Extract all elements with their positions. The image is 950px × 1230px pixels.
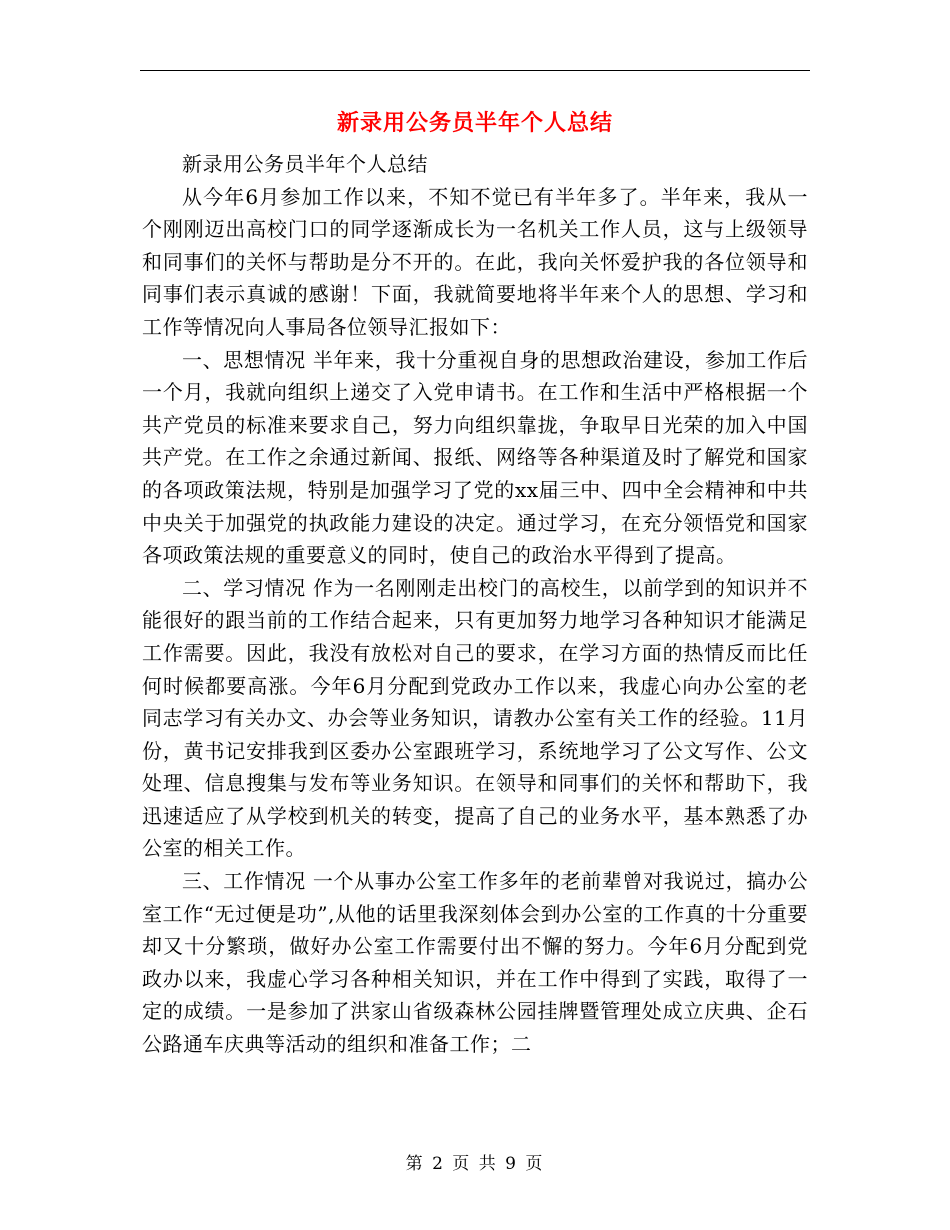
- header-rule: [140, 70, 810, 71]
- page-number: 第 2 页 共 9 页: [405, 1154, 545, 1174]
- paragraph-work: 三、工作情况 一个从事办公室工作多年的老前辈曾对我说过，搞办公室工作“无过便是功”,从他的话里我深刻体会到办公室的工作真的十分重要却又十分繁琐，做好办公室工作需要付出不懈的努力。今年6月分配到党政办以来，我虚心学习各种相关知识，并在工作中得到了实践，取得了一定的成绩。一是参加了洪家山省级森林公园挂牌暨管理处成立庆典、企石公路通车庆典等活动的组织和准备工作；二: [142, 869, 808, 1057]
- paragraph-intro: 从今年6月参加工作以来，不知不觉已有半年多了。半年来，我从一个刚刚迈出高校门口的同学逐渐成长为一名机关工作人员，这与上级领导和同事们的关怀与帮助是分不开的。在此，我向关怀爱护我的各位领导和同事们表示真诚的感谢！下面，我就简要地将半年来个人的思想、学习和工作等情况向人事局各位领导汇报如下：: [142, 184, 808, 339]
- document-title: 新录用公务员半年个人总结: [336, 111, 613, 136]
- paragraph-subtitle: 新录用公务员半年个人总结: [182, 152, 428, 176]
- document-body: [142, 148, 808, 1061]
- paragraph-thought: 一、思想情况 半年来，我十分重视自身的思想政治建设，参加工作后一个月，我就向组织上递交了入党申请书。在工作和生活中严格根据一个共产党员的标准来要求自己，努力向组织靠拢，争取早日光荣的加入中国共产党。在工作之余通过新闻、报纸、网络等各种渠道及时了解党和国家的各项政策法规，特别是加强学习了党的xx届三中、四中全会精神和中共中央关于加强党的执政能力建设的决定。通过学习，在充分领悟党和国家各项政策法规的重要意义的同时，使自己的政治水平得到了提高。: [142, 347, 808, 568]
- paragraph-study: 二、学习情况 作为一名刚刚走出校门的高校生，以前学到的知识并不能很好的跟当前的工作结合起来，只有更加努力地学习各种知识才能满足工作需要。因此，我没有放松对自己的要求，在学习方面的热情反而比任何时候都要高涨。今年6月分配到党政办工作以来，我虚心向办公室的老同志学习有关办文、办会等业务知识，请教办公室有关工作的经验。11月份，黄书记安排我到区委办公室跟班学习，系统地学习了公文写作、公文处理、信息搜集与发布等业务知识。在领导和同事们的关怀和帮助下，我迅速适应了从学校到机关的转变，提高了自己的业务水平，基本熟悉了办公室的相关工作。: [142, 575, 808, 861]
